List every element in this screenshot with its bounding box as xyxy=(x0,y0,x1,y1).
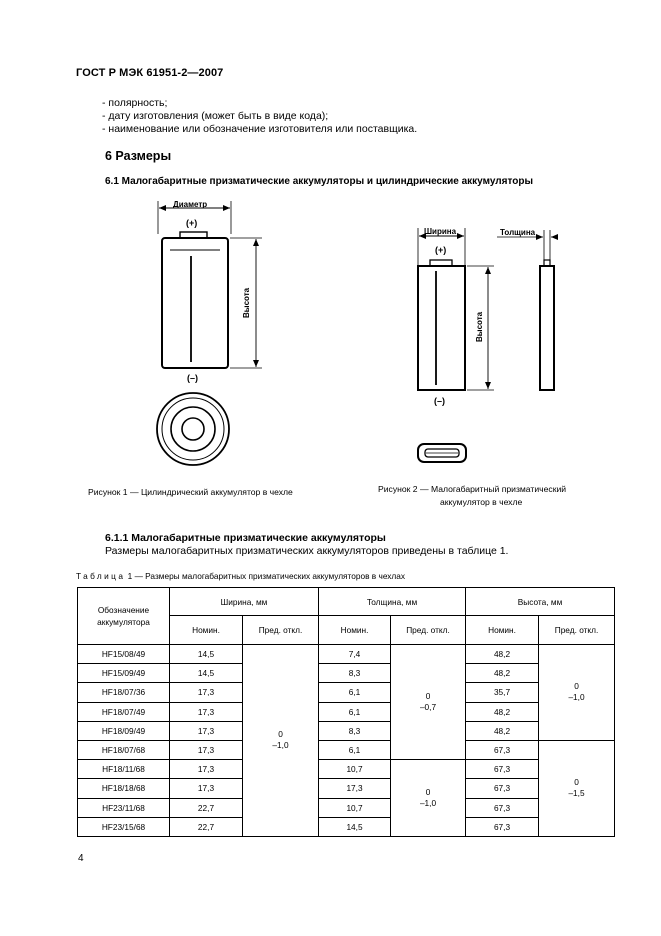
cell-thickness: 10,7 xyxy=(319,760,391,779)
col-header-designation: Обозначение аккумулятора xyxy=(78,588,170,645)
cell-height: 67,3 xyxy=(466,798,539,817)
cell-height: 35,7 xyxy=(466,683,539,702)
cell-thickness: 17,3 xyxy=(319,779,391,798)
tol-upper: 0 xyxy=(278,729,283,740)
sub-header-nominal: Номин. xyxy=(170,616,243,645)
cell-thickness: 14,5 xyxy=(319,817,391,836)
fig2-plus-label: (+) xyxy=(435,245,447,255)
cell-height-tolerance xyxy=(539,645,615,741)
tol-upper: 0 xyxy=(425,691,431,702)
col-header-thickness: Толщина, мм xyxy=(319,588,466,616)
cell-width: 17,3 xyxy=(170,760,243,779)
col-header-width: Ширина, мм xyxy=(170,588,319,616)
cell-height: 67,3 xyxy=(466,760,539,779)
fig2-height-label: Высота xyxy=(475,311,484,342)
fig1-height-label: Высота xyxy=(242,287,251,318)
table-row xyxy=(78,683,615,702)
cell-height: 67,3 xyxy=(466,779,539,798)
figure-2-caption-line: аккумулятор в чехле xyxy=(440,497,523,507)
table-caption-prefix: Таблица xyxy=(76,571,126,581)
section-6-1-heading: 6.1 Малогабаритные призматические аккумуляторы и цилиндрические аккумуляторы xyxy=(105,176,533,187)
cell-designation: HF23/15/68 xyxy=(78,817,170,836)
tol-upper: 0 xyxy=(574,681,579,692)
fig1-plus-label: (+) xyxy=(186,218,198,228)
cell-thickness: 6,1 xyxy=(319,740,391,759)
table-row xyxy=(78,702,615,721)
table-1 xyxy=(77,587,615,837)
page-number: 4 xyxy=(78,853,84,864)
cell-thickness: 8,3 xyxy=(319,664,391,683)
cell-thickness: 6,1 xyxy=(319,683,391,702)
section-6-1-1-heading: 6.1.1 Малогабаритные призматические аккумуляторы xyxy=(105,532,386,544)
cell-height: 48,2 xyxy=(466,664,539,683)
table-row xyxy=(78,721,615,740)
cell-designation: HF18/18/68 xyxy=(78,779,170,798)
tol-lower: –0,7 xyxy=(419,702,437,713)
tol-lower: –1,0 xyxy=(568,692,585,703)
cell-width: 14,5 xyxy=(170,664,243,683)
cell-height: 48,2 xyxy=(466,702,539,721)
table-row xyxy=(78,645,615,664)
cell-width: 14,5 xyxy=(170,645,243,664)
cell-height-tolerance xyxy=(539,740,615,836)
cell-designation: HF18/07/49 xyxy=(78,702,170,721)
tol-lower: –1,0 xyxy=(272,740,289,751)
tol-upper: 0 xyxy=(574,777,579,788)
figure-2-caption-line: Рисунок 2 — Малогабаритный призматический xyxy=(378,484,567,494)
fig1-minus-label: (–) xyxy=(187,373,198,383)
table-row xyxy=(78,817,615,836)
section-6-heading: 6 Размеры xyxy=(105,149,172,163)
cell-width: 22,7 xyxy=(170,798,243,817)
cell-width: 22,7 xyxy=(170,817,243,836)
sub-header-nominal: Номин. xyxy=(319,616,391,645)
table-1-caption xyxy=(76,571,405,581)
cell-height: 48,2 xyxy=(466,721,539,740)
cell-height: 67,3 xyxy=(466,740,539,759)
cell-designation: HF15/08/49 xyxy=(78,645,170,664)
cell-width: 17,3 xyxy=(170,683,243,702)
cell-thickness: 7,4 xyxy=(319,645,391,664)
list-item: - наименование или обозначение изготовителя или поставщика. xyxy=(102,123,418,135)
list-item: - дату изготовления (может быть в виде кода); xyxy=(102,110,329,122)
section-6-1-1-text: Размеры малогабаритных призматических аккумуляторов приведены в таблице 1. xyxy=(105,545,509,557)
cell-width: 17,3 xyxy=(170,721,243,740)
table-caption-text: 1 — Размеры малогабаритных призматических аккумуляторов в чехлах xyxy=(125,571,406,581)
figure-2-caption xyxy=(378,483,566,509)
cell-thickness: 6,1 xyxy=(319,702,391,721)
col-header-height: Высота, мм xyxy=(466,588,615,616)
diameter-label: Диаметр xyxy=(173,200,208,209)
tol-lower: –1,0 xyxy=(419,798,437,808)
cell-designation: HF18/09/49 xyxy=(78,721,170,740)
figure-2-prismatic xyxy=(418,228,558,462)
thickness-label: Толщина xyxy=(500,228,536,237)
cell-thickness: 10,7 xyxy=(319,798,391,817)
table-row xyxy=(78,798,615,817)
sub-header-tolerance: Пред. откл. xyxy=(539,616,615,645)
table-row xyxy=(78,740,615,759)
fig2-minus-label: (–) xyxy=(434,396,445,406)
cell-height: 67,3 xyxy=(466,817,539,836)
table-row xyxy=(78,664,615,683)
cell-width: 17,3 xyxy=(170,702,243,721)
cell-width-tolerance xyxy=(243,645,319,837)
sub-header-nominal: Номин. xyxy=(466,616,539,645)
figure-1-caption: Рисунок 1 — Цилиндрический аккумулятор в чехле xyxy=(88,487,293,497)
cell-height: 48,2 xyxy=(466,645,539,664)
table-row xyxy=(78,760,615,779)
sub-header-tolerance: Пред. откл. xyxy=(243,616,319,645)
tol-lower: –1,5 xyxy=(568,788,585,799)
cell-designation: HF23/11/68 xyxy=(78,798,170,817)
figure-1-cylinder xyxy=(157,201,262,465)
cell-designation: HF15/09/49 xyxy=(78,664,170,683)
cell-designation: HF18/11/68 xyxy=(78,760,170,779)
cell-designation: HF18/07/36 xyxy=(78,683,170,702)
cell-thickness-tolerance xyxy=(391,760,466,837)
cell-width: 17,3 xyxy=(170,779,243,798)
sub-header-tolerance: Пред. откл. xyxy=(391,616,466,645)
cell-designation: HF18/07/68 xyxy=(78,740,170,759)
list-item: - полярность; xyxy=(102,97,168,109)
cell-thickness-tolerance xyxy=(391,645,466,760)
tol-upper: 0 xyxy=(425,787,431,797)
cell-width: 17,3 xyxy=(170,740,243,759)
width-label: Ширина xyxy=(424,227,457,236)
cell-thickness: 8,3 xyxy=(319,721,391,740)
table-row xyxy=(78,779,615,798)
document-header: ГОСТ Р МЭК 61951-2—2007 xyxy=(76,67,224,79)
